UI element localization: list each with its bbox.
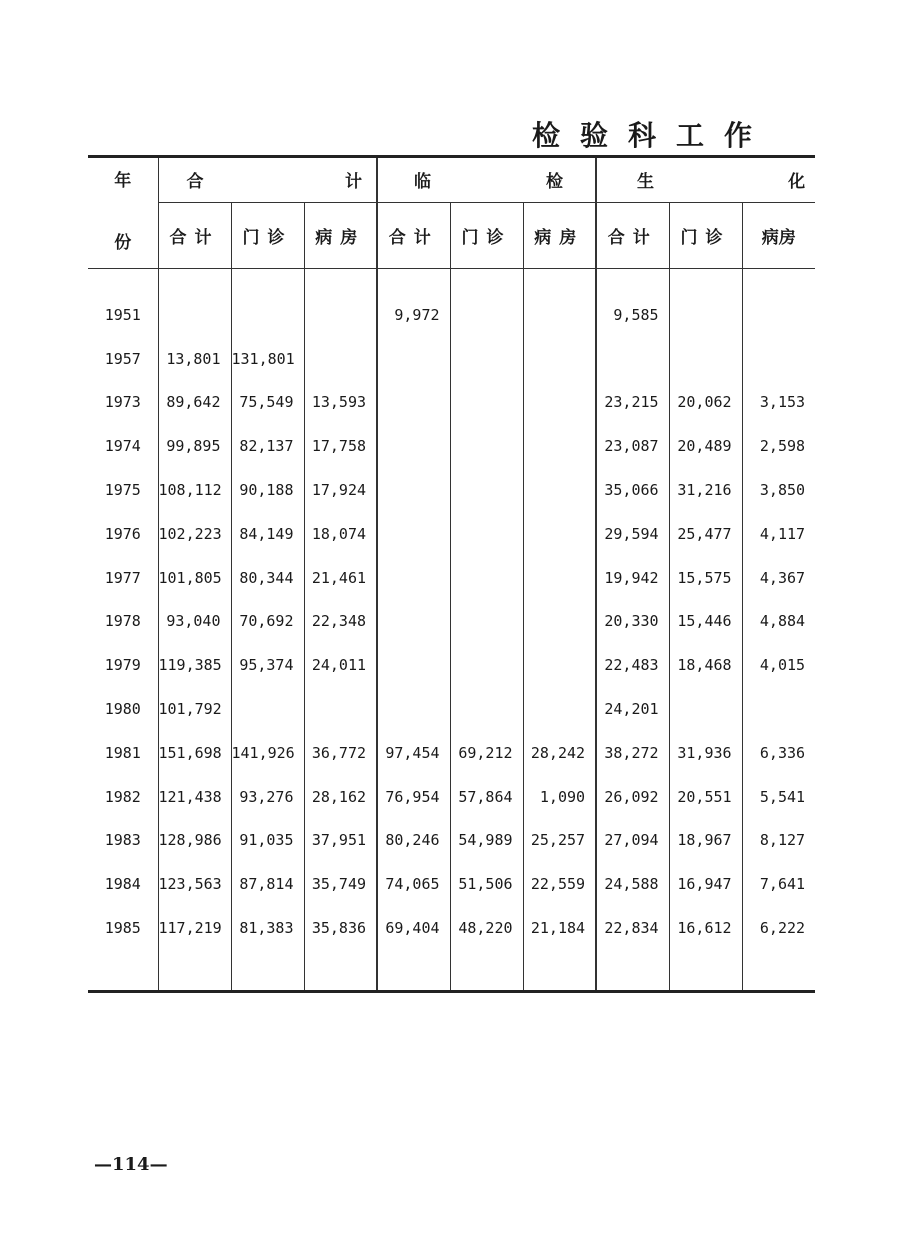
group-clinical-right: 检 [546,172,564,193]
value-cell: 6,336 [742,731,815,775]
value-cell: 22,559 [523,862,596,906]
value-cell [450,424,523,468]
year-cell: 1983 [104,831,141,850]
value-cell: 15,575 [669,556,742,600]
value-cell [523,512,596,556]
value-cell: 19,942 [596,556,669,600]
value-cell [523,424,596,468]
value-cell: 13,593 [304,381,377,425]
value-cell: 2,598 [742,424,815,468]
value-cell: 37,951 [304,819,377,863]
value-cell: 80,344 [231,556,304,600]
value-cell: 35,066 [596,468,669,512]
value-cell [377,687,450,731]
statistics-table-wrapper [88,155,806,993]
value-cell: 119,385 [158,643,231,687]
value-cell: 21,461 [304,556,377,600]
value-cell [450,687,523,731]
value-cell: 5,541 [742,775,815,819]
year-cell: 1977 [104,568,141,587]
value-cell: 22,483 [596,643,669,687]
table-row [88,819,815,863]
value-cell: 123,563 [158,862,231,906]
value-cell: 3,153 [742,381,815,425]
table-row [88,293,815,337]
value-cell [596,337,669,381]
value-cell [450,643,523,687]
value-cell: 95,374 [231,643,304,687]
year-cell: 1981 [104,743,141,762]
value-cell: 48,220 [450,906,523,950]
value-cell: 4,015 [742,643,815,687]
value-cell: 4,367 [742,556,815,600]
value-cell: 28,242 [523,731,596,775]
value-cell [377,556,450,600]
group-total-right: 计 [345,172,363,193]
value-cell: 20,062 [669,381,742,425]
value-cell: 35,749 [304,862,377,906]
value-cell [450,600,523,644]
value-cell: 38,272 [596,731,669,775]
value-cell: 31,936 [669,731,742,775]
spacer-row [88,950,815,992]
value-cell: 18,074 [304,512,377,556]
value-cell [304,337,377,381]
spacer-row [88,269,815,294]
year-cell: 1957 [104,349,141,368]
year-cell: 1951 [104,305,141,324]
value-cell: 128,986 [158,819,231,863]
value-cell: 23,215 [596,381,669,425]
value-cell: 81,383 [231,906,304,950]
value-cell: 25,257 [523,819,596,863]
table-row [88,643,815,687]
value-cell: 28,162 [304,775,377,819]
value-cell: 23,087 [596,424,669,468]
value-cell [450,556,523,600]
value-cell: 69,404 [377,906,450,950]
value-cell [450,381,523,425]
value-cell: 25,477 [669,512,742,556]
group-clinical-left: 临 [414,172,432,193]
year-cell: 1982 [104,787,141,806]
value-cell [523,337,596,381]
value-cell: 101,805 [158,556,231,600]
value-cell: 87,814 [231,862,304,906]
group-header-total [158,157,377,203]
year-header-top: 年 [114,171,132,191]
table-row [88,512,815,556]
value-cell: 18,967 [669,819,742,863]
value-cell [742,337,815,381]
value-cell: 121,438 [158,775,231,819]
table-row [88,468,815,512]
value-cell [377,512,450,556]
year-cell: 1973 [104,393,141,412]
group-biochem-left: 生 [637,172,655,193]
value-cell [523,556,596,600]
year-cell: 1975 [104,481,141,500]
value-cell: 80,246 [377,819,450,863]
table-row [88,337,815,381]
value-cell [523,687,596,731]
value-cell: 89,642 [158,381,231,425]
value-cell: 22,348 [304,600,377,644]
subheader-outpatient: 门诊 [669,202,742,269]
value-cell [450,512,523,556]
year-cell: 1980 [104,700,141,719]
value-cell [450,293,523,337]
table-row [88,424,815,468]
value-cell: 27,094 [596,819,669,863]
value-cell: 3,850 [742,468,815,512]
value-cell [377,468,450,512]
value-cell [669,293,742,337]
value-cell: 54,989 [450,819,523,863]
value-cell: 26,092 [596,775,669,819]
value-cell: 24,011 [304,643,377,687]
value-cell: 21,184 [523,906,596,950]
page-number: —114— [94,1154,168,1175]
value-cell: 82,137 [231,424,304,468]
value-cell: 117,219 [158,906,231,950]
value-cell [377,381,450,425]
value-cell: 16,612 [669,906,742,950]
value-cell: 24,588 [596,862,669,906]
value-cell: 20,489 [669,424,742,468]
value-cell: 57,864 [450,775,523,819]
value-cell: 97,454 [377,731,450,775]
value-cell [304,293,377,337]
subheader-row [88,202,815,269]
year-cell: 1984 [104,875,141,894]
value-cell: 24,201 [596,687,669,731]
value-cell [377,643,450,687]
group-header-clinical [377,157,596,203]
value-cell: 15,446 [669,600,742,644]
value-cell: 70,692 [231,600,304,644]
value-cell: 93,040 [158,600,231,644]
value-cell [523,468,596,512]
year-cell: 1985 [104,919,141,938]
value-cell: 151,698 [158,731,231,775]
year-cell: 1974 [104,437,141,456]
subheader-total: 合计 [377,202,450,269]
value-cell: 31,216 [669,468,742,512]
value-cell: 22,834 [596,906,669,950]
table-body [88,269,815,992]
group-biochem-right: 化 [788,172,806,193]
value-cell: 6,222 [742,906,815,950]
value-cell [231,687,304,731]
value-cell: 20,330 [596,600,669,644]
value-cell: 9,972 [377,293,450,337]
table-row [88,731,815,775]
value-cell [377,424,450,468]
group-total-left: 合 [186,172,204,193]
value-cell: 141,926 [231,731,304,775]
value-cell: 131,801 [231,337,304,381]
value-cell [523,643,596,687]
value-cell: 20,551 [669,775,742,819]
value-cell: 7,641 [742,862,815,906]
table-row [88,906,815,950]
value-cell: 76,954 [377,775,450,819]
value-cell: 17,924 [304,468,377,512]
value-cell [742,687,815,731]
subheader-total: 合计 [596,202,669,269]
subheader-inpatient: 病房 [523,202,596,269]
group-header-row [88,157,815,203]
value-cell [450,337,523,381]
value-cell [523,293,596,337]
table-row [88,556,815,600]
value-cell: 29,594 [596,512,669,556]
value-cell: 17,758 [304,424,377,468]
table-row [88,687,815,731]
value-cell [450,468,523,512]
value-cell: 91,035 [231,819,304,863]
value-cell: 36,772 [304,731,377,775]
value-cell: 8,127 [742,819,815,863]
table-row [88,862,815,906]
value-cell: 99,895 [158,424,231,468]
subheader-inpatient: 病房 [742,202,815,269]
value-cell: 9,585 [596,293,669,337]
value-cell: 16,947 [669,862,742,906]
value-cell: 51,506 [450,862,523,906]
value-cell [231,293,304,337]
value-cell: 69,212 [450,731,523,775]
year-cell: 1976 [104,524,141,543]
year-cell: 1978 [104,612,141,631]
subheader-outpatient: 门诊 [450,202,523,269]
value-cell [377,337,450,381]
value-cell: 74,065 [377,862,450,906]
value-cell: 102,223 [158,512,231,556]
value-cell: 90,188 [231,468,304,512]
value-cell: 75,549 [231,381,304,425]
lab-work-table [88,155,815,993]
table-row [88,775,815,819]
value-cell [377,600,450,644]
page-title: 检验科工作 [531,119,772,152]
table-row [88,600,815,644]
value-cell: 13,801 [158,337,231,381]
value-cell: 4,117 [742,512,815,556]
value-cell: 108,112 [158,468,231,512]
value-cell: 4,884 [742,600,815,644]
subheader-outpatient: 门诊 [231,202,304,269]
subheader-total: 合计 [158,202,231,269]
value-cell: 93,276 [231,775,304,819]
value-cell [523,381,596,425]
subheader-inpatient: 病房 [304,202,377,269]
year-header-bottom: 份 [88,202,158,269]
value-cell [158,293,231,337]
value-cell: 101,792 [158,687,231,731]
value-cell [669,687,742,731]
value-cell: 84,149 [231,512,304,556]
value-cell [742,293,815,337]
year-cell: 1979 [104,656,141,675]
value-cell: 18,468 [669,643,742,687]
value-cell: 35,836 [304,906,377,950]
value-cell [304,687,377,731]
value-cell [523,600,596,644]
value-cell: 1,090 [523,775,596,819]
table-row [88,381,815,425]
group-header-biochem [596,157,815,203]
value-cell [669,337,742,381]
